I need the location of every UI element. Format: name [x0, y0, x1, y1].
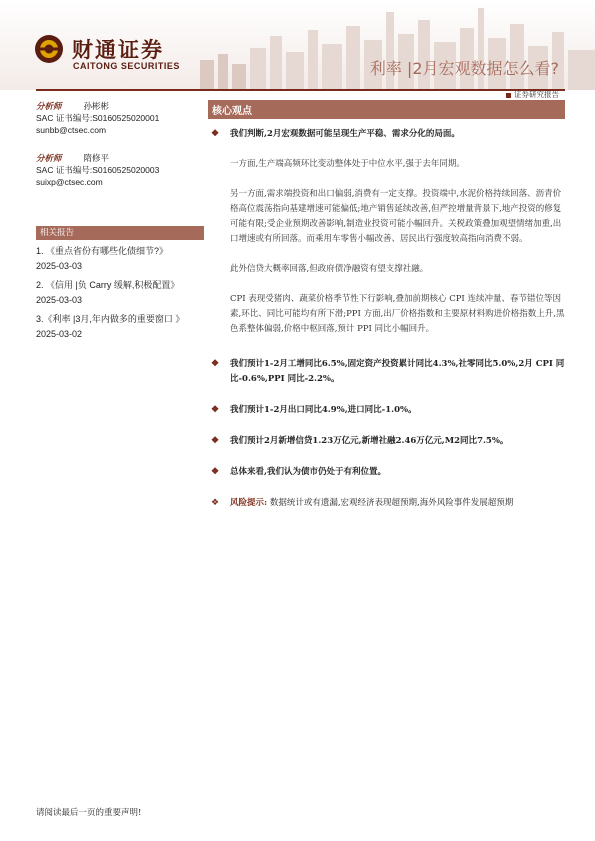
key-point: [208, 434, 565, 449]
key-point: [208, 357, 565, 387]
analyst-email[interactable]: suixp@ctsec.com: [36, 177, 103, 187]
report-type-tag: [506, 89, 559, 100]
key-point-text: 我们预计1-2月出口同比4.9%,进口同比-1.0%。: [230, 405, 417, 415]
risk-warning: [208, 496, 565, 511]
key-point: [208, 127, 565, 142]
diamond-bullet-icon: ❖: [211, 498, 220, 508]
related-report-date: 2025-03-03: [36, 261, 83, 271]
key-point: [208, 403, 565, 418]
key-point-text: 总体来看,我们认为债市仍处于有利位置。: [230, 467, 386, 477]
diamond-bullet-icon: ❖: [211, 405, 220, 415]
key-point: [208, 465, 565, 480]
company-logo-icon: [34, 34, 64, 64]
related-report-title: 1. 《重点省份有哪些化债细节?》: [36, 246, 169, 256]
related-report-date: 2025-03-02: [36, 329, 83, 339]
related-report-title: 3.《利率 |3月,年内做多的重要窗口 》: [36, 314, 185, 324]
analyst-role: 分析师: [36, 153, 62, 163]
analyst-sac: SAC 证书编号:S0160525020003: [36, 165, 160, 175]
square-icon: [506, 93, 511, 98]
paragraph: 一方面,生产端高频环比变动整体处于中位水平,强于去年同期。: [230, 159, 465, 169]
report-type-label: 证券研究报告: [514, 90, 559, 99]
related-report-item[interactable]: [36, 312, 204, 342]
key-point-text: 我们预计1-2月工增同比6.5%,固定资产投资累计同比4.3%,社零同比5.0%,2月 CPI 同比-0.6%,PPI 同比-2.2%。: [230, 359, 565, 384]
key-point-text: 我们预计2月新增信贷1.23万亿元,新增社融2.46万亿元,M2同比7.5%。: [230, 436, 509, 446]
footer-disclaimer: 请阅读最后一页的重要声明!: [36, 808, 142, 818]
report-title: 利率 |2月宏观数据怎么看?: [369, 59, 559, 78]
paragraph: CPI 表现受猪肉、蔬菜价格季节性下行影响,叠加前期核心 CPI 连续冲量、春节错位等因素,环比、同比可能均有所下滑;PPI 方面,出厂价格指数和主要原材料购进价格指数上升,黑色系整体偏弱,价格中枢回落,预计 PPI 同比小幅回升。: [230, 294, 565, 334]
header-divider: [36, 89, 565, 91]
risk-text: 数据统计或有遗漏,宏观经济表现超预期,海外风险事件发展超预期: [269, 498, 514, 508]
analyst-name: 隋修平: [83, 153, 110, 163]
core-views-heading: 核心观点: [208, 100, 565, 119]
core-views-section: [208, 100, 565, 511]
paragraph: 另一方面,需求端投资和出口偏弱,消费有一定支撑。投资端中,水泥价格持续回落、沥青价格高位震荡指向基建增速可能偏低;地产销售延续改善,但严控增量背景下,地产投资的修复可能有限;受企业预期改善影响,制造业投资可能小幅回升。关税政策叠加观望情绪加重,出口增速或有所回落。而乘用车零售小幅改善、居民出行强度较高指向消费不弱。: [230, 189, 562, 244]
related-reports-heading: 相关报告: [36, 226, 204, 240]
risk-label: 风险提示:: [230, 498, 268, 508]
paragraph: 此外信贷大概率回落,但政府债净融资有望支撑社融。: [230, 264, 429, 274]
diamond-bullet-icon: ❖: [211, 359, 220, 369]
analyst-name: 孙彬彬: [83, 101, 110, 111]
analyst-email[interactable]: sunbb@ctsec.com: [36, 125, 107, 135]
key-point-text: 我们判断,2月宏观数据可能呈现生产平稳、需求分化的局面。: [230, 129, 460, 139]
logo-chinese-name: 财通证券: [72, 38, 164, 62]
related-report-title: 2. 《信用 |负 Carry 缓解,积极配置》: [36, 280, 180, 290]
diamond-bullet-icon: ❖: [211, 467, 220, 477]
diamond-bullet-icon: ❖: [211, 436, 220, 446]
related-report-date: 2025-03-03: [36, 295, 83, 305]
analyst-card: [36, 100, 204, 136]
related-report-item[interactable]: [36, 278, 204, 308]
left-sidebar: [36, 100, 204, 342]
analyst-role: 分析师: [36, 101, 62, 111]
logo-english-name: CAITONG SECURITIES: [73, 61, 180, 71]
diamond-bullet-icon: ❖: [211, 129, 220, 139]
analyst-sac: SAC 证书编号:S0160525020001: [36, 113, 160, 123]
related-report-item[interactable]: [36, 244, 204, 274]
analyst-card: [36, 152, 204, 188]
